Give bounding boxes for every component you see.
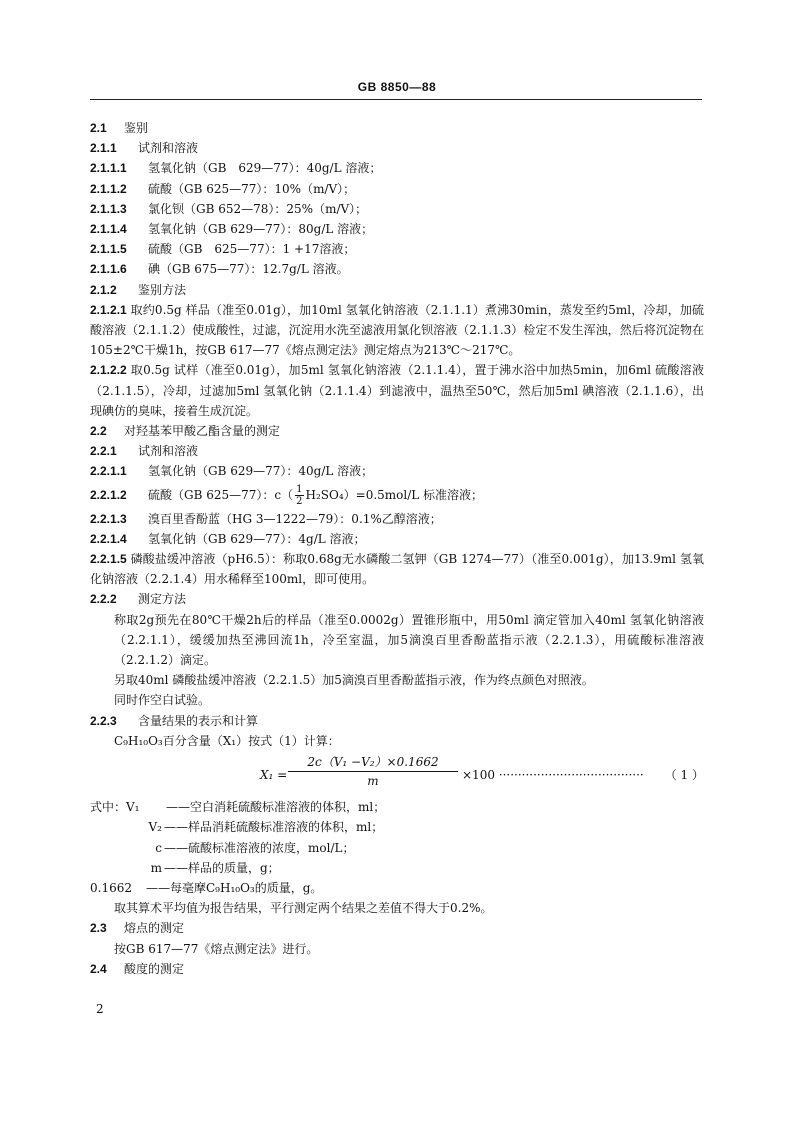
section-number: 2.2.3 — [90, 713, 117, 728]
formula-legend — [90, 797, 704, 898]
item-number: 2.1.1.5 — [90, 242, 127, 257]
page-number: 2 — [96, 1002, 104, 1016]
section-title: 鉴别 — [124, 121, 149, 135]
item-number: 2.1.1.2 — [90, 181, 127, 196]
formula-denominator: m — [367, 774, 379, 789]
reagent-item — [90, 259, 704, 279]
section-number: 2.2.1 — [90, 444, 117, 459]
item-text: 氢氧化钠（GB 629—77）：80g/L 溶液； — [148, 222, 374, 237]
item-text: 硫酸（GB 625—77）：10%（m/V）； — [148, 181, 356, 196]
melting-point-paragraph: 按GB 617—77《熔点测定法》进行。 — [114, 941, 319, 956]
header-rule — [90, 99, 702, 100]
reagent-item — [90, 529, 704, 549]
item-number: 2.1.1.3 — [90, 201, 127, 216]
legend-key: 0.1662 — [90, 880, 132, 895]
fraction-denominator: 2 — [296, 495, 303, 507]
legend-item — [90, 858, 704, 878]
item-number: 2.2.1.4 — [90, 531, 127, 546]
item-number: 2.2.1.3 — [90, 511, 127, 526]
legend-item — [90, 878, 704, 898]
item-text: 氢氧化钠（GB 629—77）：40g/L 溶液； — [148, 464, 374, 479]
standard-code-header: GB 8850—88 — [357, 80, 437, 94]
formula-1 — [90, 753, 704, 795]
item-number: 2.2.1.2 — [90, 487, 127, 502]
item-number: 2.1.1.4 — [90, 222, 127, 237]
reagent-item — [90, 482, 704, 509]
item-text: 氯化钡（GB 652—78）：25%（m/V）； — [148, 201, 368, 216]
blank-test-paragraph: 同时作空白试验。 — [114, 693, 211, 708]
paragraph-text: 取约0.5g 样品（准至0.01g），加10ml 氢氧化钠溶液（2.1.1.1）煮沸30min，蒸发至约5ml，冷却，加硫酸溶液（2.1.1.2）使成酸性，过滤，沉淀用水洗至滤液用氯化钡溶液（2.1.1.3）检定不发生浑浊，然后将沉淀物在105±2℃干燥1h，按GB 617—77《熔点测定法》测定熔点为213℃～217℃。 — [90, 302, 704, 358]
legend-item — [90, 817, 704, 837]
item-text: 氢氧化钠（GB 629—77）：40g/L 溶液； — [148, 161, 382, 176]
item-text-pre: 硫酸（GB 625—77）：c（ — [148, 487, 294, 502]
section-number: 2.1.2 — [90, 282, 117, 297]
legend-key: c — [155, 840, 162, 855]
section-title: 含量结果的表示和计算 — [138, 713, 259, 728]
reagent-item — [90, 461, 704, 481]
fraction-numerator: 1 — [296, 483, 303, 495]
half-fraction — [295, 484, 303, 507]
legend-key: V₂ — [148, 820, 162, 835]
item-number: 2.1.2.1 — [90, 302, 127, 317]
item-text-post: H₂SO₄）=0.5mol/L 标准溶液； — [305, 487, 484, 502]
section-number: 2.2 — [90, 424, 107, 439]
formula-tail: ×100 ······································ — [462, 768, 644, 783]
legend-item — [90, 797, 704, 817]
legend-text: ——每毫摩C₉H₁₀O₃的质量，g。 — [146, 880, 323, 895]
section-2-1 — [90, 118, 704, 138]
reagent-item — [90, 179, 704, 199]
item-text: 溴百里香酚蓝（HG 3—1222—79）：0.1%乙醇溶液； — [148, 511, 442, 526]
section-2-1-1 — [90, 138, 704, 158]
item-number: 2.1.1.6 — [90, 262, 127, 277]
section-2-3 — [90, 918, 704, 938]
section-title: 酸度的测定 — [124, 961, 185, 976]
section-2-2-3 — [90, 711, 704, 731]
legend-text: ——硫酸标准溶液的浓度，mol/L； — [164, 840, 355, 855]
section-title: 鉴别方法 — [138, 282, 187, 297]
section-number: 2.4 — [90, 961, 107, 976]
section-title: 试剂和溶液 — [138, 444, 199, 459]
legend-text: ——空白消耗硫酸标准溶液的体积，ml； — [166, 800, 386, 815]
reagent-item — [90, 158, 704, 178]
item-text — [148, 482, 483, 509]
section-number: 2.1.1 — [90, 141, 117, 156]
formula-fraction — [288, 753, 458, 790]
reference-paragraph: 另取40ml 磷酸盐缓冲溶液（2.2.1.5）加5滴溴百里香酚蓝指示液，作为终点颜色对照液。 — [114, 673, 594, 688]
item-text: 硫酸（GB 625—77）：1 +17溶液； — [148, 242, 356, 257]
section-title: 测定方法 — [138, 592, 187, 607]
legend-text: ——样品的质量，g； — [164, 860, 280, 875]
reagent-item — [90, 219, 704, 239]
procedure-paragraph: 称取2g预先在80℃干燥2h后的样品（准至0.0002g）置锥形瓶中，用50ml 滴定管加入40ml 氢氧化钠溶液（2.2.1.1），缓缓加热至沸回流1h，冷至室温，加5滴溴百里香酚蓝指示液（2.2.1.3），用硫酸标准溶液（2.2.1.2）滴定。 — [114, 612, 704, 668]
item-number: 2.1.1.1 — [90, 161, 127, 176]
paragraph-2-1-2-2 — [90, 360, 704, 421]
section-2-2-2 — [90, 589, 704, 609]
equation-number: （ 1 ） — [664, 768, 704, 783]
section-number: 2.1 — [90, 121, 107, 135]
section-2-2 — [90, 421, 704, 441]
legend-text: ——样品消耗硫酸标准溶液的体积，ml； — [164, 820, 384, 835]
formula-lhs: X₁ = — [260, 768, 288, 783]
formula-numerator: 2c（V₁ −V₂）×0.1662 — [288, 753, 458, 772]
reagent-item — [90, 239, 704, 259]
section-2-4 — [90, 959, 704, 979]
result-paragraph: 取其算术平均值为报告结果，平行测定两个结果之差值不得大于0.2%。 — [114, 901, 493, 916]
paragraph-2-1-2-1 — [90, 300, 704, 361]
reagent-item — [90, 509, 704, 529]
section-number: 2.2.2 — [90, 592, 117, 607]
paragraph-text: 取0.5g 试样（准至0.01g），加5ml 氢氧化钠溶液（2.1.1.4），置于沸水浴中加热5min，加6ml 硫酸溶液（2.1.1.5），冷却，过滤加5ml 氢氧化钠（2.1.1.4）到滤液中，温热至50℃，然后加5ml 碘溶液（2.1.1.6），出现碘仿的臭味，接着生成沉淀。 — [90, 363, 704, 418]
item-number: 2.2.1.5 — [90, 552, 127, 567]
section-title: 对羟基苯甲酸乙酯含量的测定 — [124, 424, 281, 439]
item-text: 磷酸盐缓冲溶液（pH6.5）：称取0.68g无水磷酸二氢钾（GB 1274—77）（准至0.001g），加13.9ml 氢氧化钠溶液（2.2.1.4）用水稀释至100ml，即可使用。 — [90, 552, 704, 587]
item-text: 氢氧化钠（GB 629—77）：4g/L 溶液； — [148, 531, 366, 546]
reagent-item — [90, 199, 704, 219]
section-title: 试剂和溶液 — [138, 141, 199, 156]
item-number: 2.2.1.1 — [90, 464, 127, 479]
legend-key: m — [150, 860, 162, 875]
section-title: 熔点的测定 — [124, 921, 185, 936]
item-number: 2.1.2.2 — [90, 363, 127, 378]
section-2-2-1 — [90, 441, 704, 461]
legend-item — [90, 838, 704, 858]
calculation-intro: C₉H₁₀O₃百分含量（X₁）按式（1）计算： — [114, 733, 340, 748]
item-text: 碘（GB 675—77）：12.7g/L 溶液。 — [148, 262, 349, 277]
reagent-item — [90, 549, 704, 589]
document-body — [90, 118, 704, 979]
legend-key: 式中：V₁ — [90, 800, 140, 815]
section-2-1-2 — [90, 280, 704, 300]
section-number: 2.3 — [90, 921, 107, 936]
